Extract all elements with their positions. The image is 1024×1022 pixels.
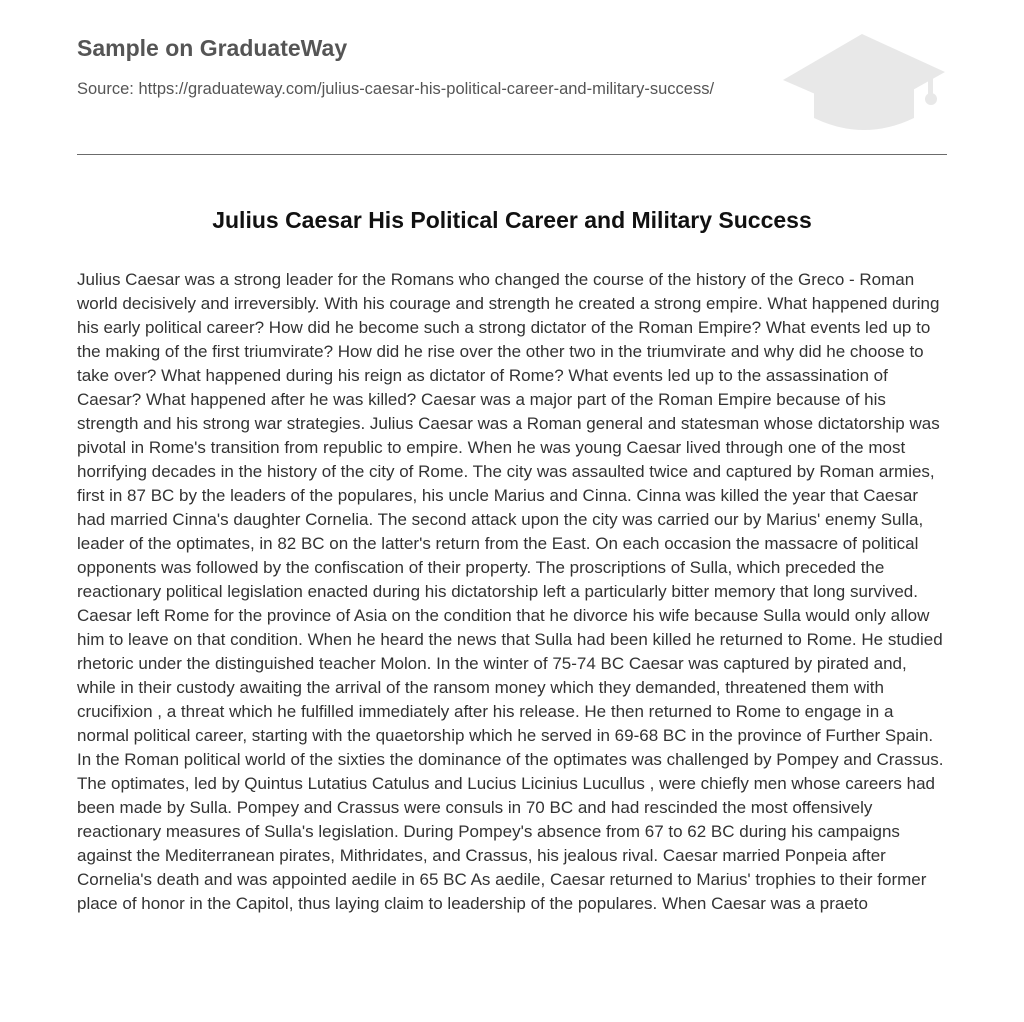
source-line xyxy=(77,79,727,100)
source-label: Source: xyxy=(77,80,134,98)
document-body: Julius Caesar was a strong leader for the Romans who changed the course of the history of the Greco - Roman world decisively and irreversibly. With his courage and strength he created a strong empire. What happened during his early political career? How did he become such a strong dictator of the Roman Empire? What events led up to the making of the first triumvirate? How did he rise over the other two in the triumvirate and why did he choose to take over? What happened during his reign as dictator of Rome? What events led up to the assassination of Caesar? What happened after he was killed? Caesar was a major part of the Roman Empire because of his strength and his strong war strategies. Julius Caesar was a Roman general and statesman whose dictatorship was pivotal in Rome's transition from republic to empire. When he was young Caesar lived through one of the most horrifying decades in the history of the city of Rome. The city was assaulted twice and captured by Roman armies, first in 87 BC by the leaders of the populares, his uncle Marius and Cinna. Cinna was killed the year that Caesar had married Cinna's daughter Cornelia. The second attack upon the city was carried our by Marius' enemy Sulla, leader of the optimates, in 82 BC on the latter's return from the East. On each occasion the massacre of political opponents was followed by the confiscation of their property. The proscriptions of Sulla, which preceded the reactionary political legislation enacted during his dictatorship left a particularly bitter memory that long survived. Caesar left Rome for the province of Asia on the condition that he divorce his wife because Sulla would only allow him to leave on that condition. When he heard the news that Sulla had been killed he returned to Rome. He studied rhetoric under the distinguished teacher Molon. In the winter of 75-74 BC Caesar was captured by pirated and, while in their custody awaiting the arrival of the ransom money which they demanded, threatened them with crucifixion , a threat which he fulfilled immediately after his release. He then returned to Rome to engage in a normal political career, starting with the quaetorship which he served in 69-68 BC in the province of Further Spain. In the Roman political world of the sixties the dominance of the optimates was challenged by Pompey and Crassus. The optimates, led by Quintus Lutatius Catulus and Lucius Licinius Lucullus , were chiefly men whose careers had been made by Sulla. Pompey and Crassus were consuls in 70 BC and had rescinded the most offensively reactionary measures of Sulla's legislation. During Pompey's absence from 67 to 62 BC during his campaigns against the Mediterranean pirates, Mithridates, and Crassus, his jealous rival. Caesar married Ponpeia after Cornelia's death and was appointed aedile in 65 BC As aedile, Caesar returned to Marius' trophies to their former place of honor in the Capitol, thus laying claim to leadership of the populares. When Caesar was a praeto xyxy=(77,270,944,913)
page-header xyxy=(77,33,777,100)
source-link[interactable]: https://graduateway.com/julius-caesar-his-political-career-and-military-success/ xyxy=(138,80,715,98)
site-title: Sample on GraduateWay xyxy=(77,35,348,61)
header-divider xyxy=(77,154,947,155)
graduation-cap-icon xyxy=(780,30,948,134)
document-title: Julius Caesar His Political Career and Military Success xyxy=(212,207,812,233)
